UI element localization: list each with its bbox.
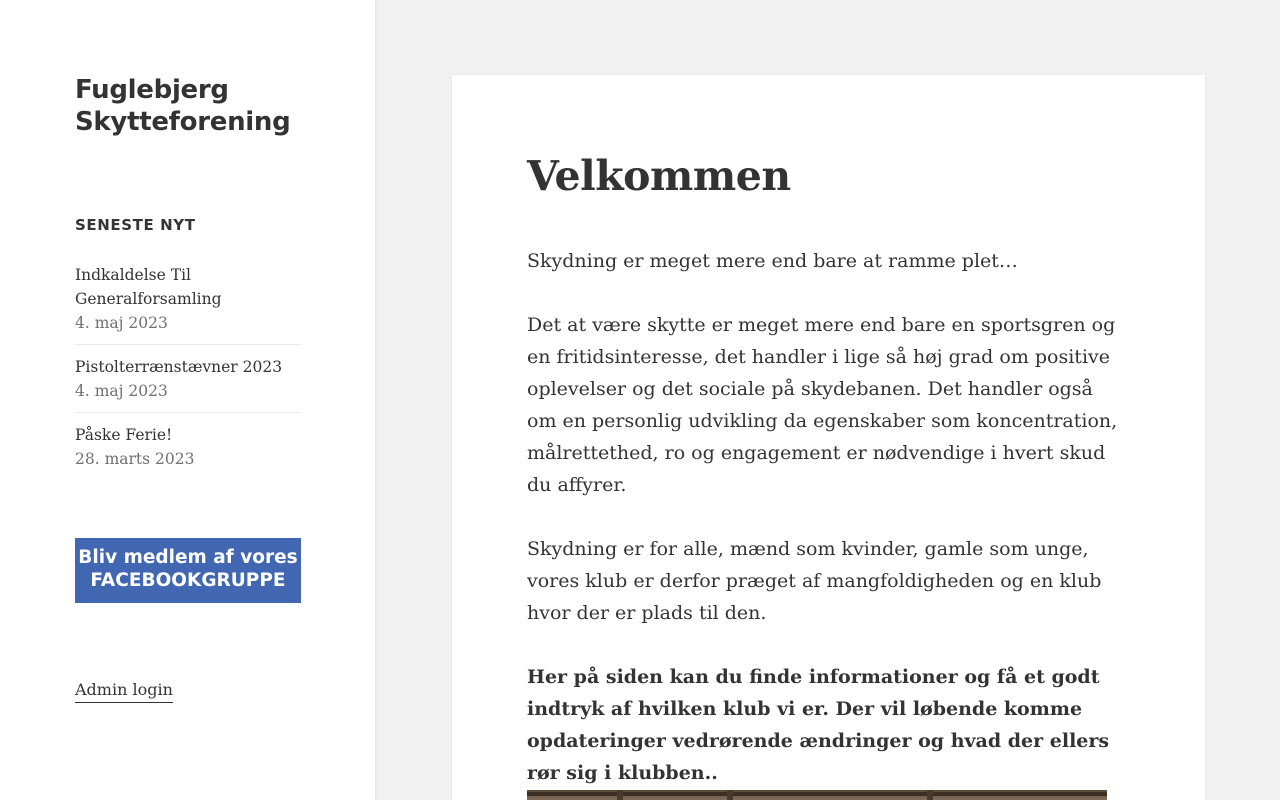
sidebar [0, 0, 376, 800]
admin-login-link[interactable]: Admin login [75, 678, 173, 703]
facebook-banner-line2: FACEBOOKGRUPPE [90, 570, 286, 591]
article-card [452, 75, 1205, 800]
news-date: 4. maj 2023 [75, 314, 168, 332]
article-paragraph: Skydning er for alle, mænd som kvinder, gamle som unge, vores klub er derfor præget af mangfoldigheden og en klub hvor der er plads til den. [527, 538, 1102, 624]
news-link[interactable]: Indkaldelse Til Generalforsamling [75, 266, 222, 308]
article-image [527, 790, 1107, 800]
article-paragraph: Det at være skytte er meget mere end bare en sportsgren og en fritidsinteresse, det handler i lige så høj grad om positive oplevelser og det sociale på skydebanen. Det handler også om en personlig udvikling da egenskaber som koncentration, målrettethed, ro og engagement er nødvendige i hvert skud du affyrer. [527, 314, 1118, 496]
facebook-group-banner[interactable] [75, 538, 301, 603]
news-date: 28. marts 2023 [75, 450, 195, 468]
article-bold-paragraph: Her på siden kan du finde informationer og få et godt indtryk af hvilken klub vi er. Der vil løbende komme opdateringer vedrørende ændringer og hvad der ellers rør sig i klubben.. [527, 666, 1110, 784]
recent-news-heading: SENESTE NYT [75, 216, 196, 234]
news-date: 4. maj 2023 [75, 382, 168, 400]
facebook-banner-line1: Bliv medlem af vores [78, 547, 298, 568]
recent-news-list [75, 263, 301, 490]
article-paragraph: Skydning er meget mere end bare at ramme plet… [527, 250, 1018, 272]
news-link[interactable]: Pistolterrænstævner 2023 [75, 358, 283, 376]
site-title[interactable]: Fuglebjerg Skytteforening [75, 75, 291, 137]
page-title: Velkommen [527, 152, 791, 200]
list-item [75, 263, 301, 345]
list-item [75, 355, 301, 413]
news-link[interactable]: Påske Ferie! [75, 426, 173, 444]
list-item [75, 423, 301, 480]
article-content [527, 245, 1127, 800]
